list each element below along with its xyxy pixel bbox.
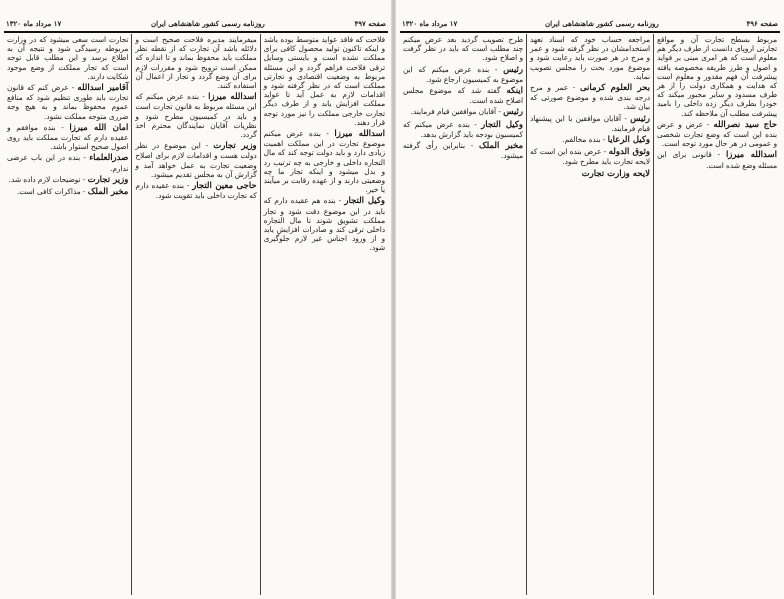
- paragraph-text: - آقایان موافقین با این پیشنهاد قیام فرمایند.: [530, 113, 650, 133]
- text-column: [400, 34, 526, 595]
- speaker-heading: آقامیر اسدالله: [77, 83, 129, 94]
- paragraph-text: طرح تصویب گردید بعد عرض میکنم چند مطلب است که باید در نظر گرفت و اصلاح شود.: [403, 35, 523, 63]
- speech-block: [7, 35, 128, 81]
- columns: [400, 34, 780, 595]
- speaker-heading: امان الله میرزا: [69, 122, 129, 133]
- paragraph-text: مراجعه حساب خود که اسناد تعهد استخدامشان در نظر گرفته شود و عمر و مرج در هر صورت باید رعایت شود و موضوع مورد بحث را مجلس تصویب نماید.: [530, 35, 650, 81]
- paragraph-text: - این موضوع در نظر دولت هست و اقدامات لازم برای اصلاح وضعیت تجارت به عمل خواهد آمد و گزارش آن به مجلس تقدیم میشود.: [135, 141, 257, 179]
- paragraph-text: مربوط بسطح تجارت آن و مواقع تجارتی اروپای دانست از طرف دیگر هم معلوم است که هر امری مبنی بر فواید و اصول و طرز طریقه مخصوصه یافته پیشرفت آن فهم مقدور و معلوم است که هدایت و همکاری دولت را از هر طرف مسدود و سایر مجبور میکند که خودرا بطرف دیگر زده داخلی را بامید پیشرفت مطلب آن ملاحظه کند.: [657, 35, 777, 118]
- paragraph-text: تجارت است سعی میشود که در وزارت مربوطه رسیدگی شود و نتیجه آن به اطلاع برسد و این مطلب قابل توجه است که تجار مملکت از وضع موجود شکایت دارند.: [7, 35, 129, 81]
- speaker-heading: وثوق الدوله: [608, 147, 650, 158]
- paragraph-text: - بنده مخالفم.: [562, 135, 606, 145]
- speech-block: [403, 86, 523, 105]
- speech-block: [7, 175, 128, 185]
- speaker-heading: وزیر تجارت: [87, 174, 129, 185]
- speaker-heading: وکیل التجار: [344, 196, 386, 207]
- speaker-heading: اینکه: [506, 86, 523, 97]
- paragraph-text: - بنده در این باب عرضی ندارم.: [7, 153, 129, 173]
- header-rule: [4, 31, 388, 33]
- speech-block: [264, 129, 385, 194]
- speech-block: [657, 150, 777, 169]
- speech-block: [135, 141, 256, 179]
- page-number: صفحه ۴۹۷: [354, 18, 386, 28]
- issue-date: ۱۷ مرداد ماه ۱۳۲۰: [402, 18, 458, 28]
- speaker-heading: رئیس: [503, 107, 523, 118]
- paragraph-text: - بنده عقیده دارم که تجارت داخلی باید تقویت شود.: [135, 181, 257, 201]
- paragraph-text: - بنده عرض میکنم که این موضوع به کمیسیون ارجاع شود.: [403, 64, 523, 84]
- speaker-heading: حاجی معین التجار: [192, 181, 257, 192]
- speech-block: [403, 35, 523, 63]
- speaker-heading: بحر العلوم کرمانی: [579, 83, 650, 94]
- speaker-heading: وکیل الرعایا: [607, 135, 650, 146]
- speech-block: [530, 114, 650, 133]
- speech-block: [530, 135, 650, 145]
- issue-date: ۱۷ مرداد ماه ۱۳۲۰: [6, 18, 62, 28]
- speech-block: [403, 107, 523, 117]
- paragraph-text: - عرض بنده این است که لایحه تجارت باید مطرح شود.: [530, 147, 650, 167]
- header-rule: [400, 31, 780, 33]
- speech-block: [7, 153, 128, 172]
- right-page: [396, 0, 784, 599]
- newspaper-title: روزنامه رسمی کشور شاهنشاهی ایران: [151, 18, 265, 28]
- speaker-heading: رئیس: [630, 113, 650, 124]
- paragraph-text: - قانونی برای این مسئله وضع شده است.: [657, 150, 777, 170]
- paragraph-text: - بنده عرض میکنم که کمیسیون بودجه باید گزارش بدهد.: [403, 119, 523, 139]
- paragraph-text: - عمر و مرج درجه بندی شده و موضوع صورتی که بیان شد.: [530, 83, 650, 112]
- speech-block: [7, 83, 128, 121]
- paragraph-text: - بنده عرض میکنم که این مسئله مربوط به قانون تجارت است و باید در کمیسیون مطرح شود و نظریات آقایان نمایندگان محترم اخذ گردد.: [135, 92, 257, 140]
- text-column: [260, 34, 388, 595]
- speech-block: [657, 35, 777, 118]
- speech-block: [264, 35, 385, 127]
- newspaper-title: روزنامه رسمی کشور شاهنشاهی ایران: [545, 18, 659, 28]
- paragraph-text: - بنده موافقم و عقیده دارم که تجارت مملکت باید روی اصول صحیح استوار باشد.: [7, 122, 129, 152]
- paragraph-text: - آقایان موافقین قیام فرمایند.: [410, 107, 501, 117]
- speaker-heading: حاج سید نصرالله: [713, 119, 777, 130]
- paragraph-text: - بنابراین رأی گرفته میشود.: [403, 141, 523, 161]
- paragraph-text: - بنده عرض میکنم موضوع تجارت در این مملکت اهمیت زیادی دارد و باید دولت توجه کند که مال التجاره داخلی و خارجی به چه ترتیب رد و بدل میشود و اینکه تجار ما چه وضعیتی دارند و از عهده رقابت بر میآیند یا خیر.: [263, 129, 385, 195]
- paragraph-text: - مذاکرات کافی است.: [16, 187, 86, 197]
- speech-block: [7, 123, 128, 152]
- page-header: [6, 17, 386, 29]
- text-column: [653, 34, 780, 595]
- speech-block: [135, 181, 256, 200]
- paragraph-text: فلاحت که فاقد عواید متوسط بوده باشد و اینکه تاکنون تولید محصول کافی برای مملکت نشده است و بایستی وسایل ترقی فلاحت فراهم گردد و این مسئله مربوط به وضعیت اقتصادی و تجارتی مملکت است که در نظر گرفته شود و اقدامات لازم به عمل آید تا عواید مملکت افزایش یابد و از طرف دیگر تجارت خارجی مملکت را نیز مورد توجه قرار دهند.: [263, 35, 385, 127]
- speech-block: [403, 141, 523, 160]
- speaker-heading: مخبر الملک: [87, 187, 129, 198]
- speech-block: [135, 92, 256, 139]
- speaker-heading: رئیس: [503, 64, 523, 75]
- speaker-heading: اسدالله میرزا: [725, 150, 777, 161]
- speech-block: [7, 187, 128, 197]
- speech-block: [657, 120, 777, 149]
- speaker-heading: وزیر تجارت: [213, 141, 257, 152]
- paragraph-text: گفته شد که موضوع مجلس اصلاح شده است.: [403, 86, 523, 106]
- paragraph-text: - عرض و عرض بنده این است که وضع تجارت شخصی و عمومی در هر حال مورد توجه است.: [657, 119, 777, 149]
- speech-block: [530, 147, 650, 166]
- speaker-heading: صدرالعلماء: [89, 153, 129, 164]
- paragraph-text: - توضیحات لازم داده شد.: [8, 174, 86, 184]
- speech-block: [403, 65, 523, 84]
- speaker-heading: اسدالله میرزا: [334, 129, 385, 140]
- speech-block: [530, 83, 650, 112]
- speech-block: [135, 35, 256, 90]
- paragraph-text: - بنده هم عقیده دارم که باید در این موضوع دقت شود و تجار مملکت تشویق شوند تا مال التجاره داخلی ترقی کند و صادرات افزایش یابد و از ورود اجناس غیر لازم جلوگیری شود.: [263, 196, 385, 253]
- text-column: [526, 34, 653, 595]
- speech-block: [403, 120, 523, 139]
- speaker-heading: وکیل التجار: [481, 119, 524, 130]
- speaker-heading: مخبر الملک: [479, 141, 523, 152]
- speaker-heading: اسدالله میرزا: [208, 92, 257, 103]
- text-column: [131, 34, 259, 595]
- paragraph-text: - عرض کنم که قانون تجارت باید طوری تنظیم شود که منافع عموم محفوظ بماند و به هیچ وجه ضرری متوجه مملکت نشود.: [7, 83, 129, 121]
- columns: [4, 34, 388, 595]
- speech-block: [530, 35, 650, 81]
- speech-block: [530, 169, 650, 179]
- text-column: [4, 34, 131, 595]
- speaker-heading: لایحه وزارت تجارت: [581, 168, 650, 179]
- paragraph-text: میفرمایند مدیره فلاحت صحیح است و دلائله باشد آن تجارت که از نقطه نظر مملکت باید محفوظ بماند و تا اندازه که ممکن است ترویج شود و مقررات لازم برای آن وضع گردد و تجار از اعمال آن استفاده کنند.: [135, 35, 257, 91]
- speech-block: [264, 196, 385, 252]
- page-header: [402, 17, 778, 29]
- page-number: صفحه ۴۹۶: [746, 18, 778, 28]
